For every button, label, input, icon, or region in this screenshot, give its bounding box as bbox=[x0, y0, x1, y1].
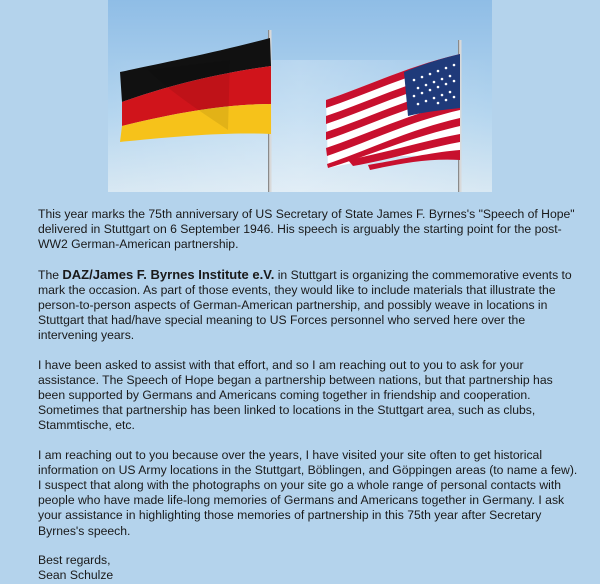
paragraph-reason: I am reaching out to you because over the years, I have visited your site often to get historical information on US Army locations in the Stuttgart, Böblingen, and Göppingen areas (to name a few). I suspect that along with the photographs on your site go a whole range of personal contacts with people who have made life-long memories of Germans and Americans together in Germany. I ask your assistance in highlighting those memories of partnership in this 75th year after Secretary Byrnes's speech. bbox=[38, 447, 578, 538]
german-and-american-flags-icon bbox=[108, 0, 492, 192]
paragraph-institute bbox=[38, 267, 578, 344]
paragraph-request: I have been asked to assist with that effort, and so I am reaching out to you to ask for your assistance. The Speech of Hope began a partnership between nations, but that partnership has been supported by Germans and Americans coming together in friendship and cooperation. Sometimes that partnership has been linked to locations in the Stuttgart area, such as clubs, Stammtische, etc. bbox=[38, 357, 553, 433]
signature-name: Sean Schulze bbox=[38, 568, 114, 583]
closing: Best regards, bbox=[38, 552, 111, 567]
signature-block bbox=[38, 553, 578, 583]
paragraph-institute-intro: The bbox=[38, 267, 63, 282]
institute-name: DAZ/James F. Byrnes Institute e.V. bbox=[62, 266, 275, 282]
paragraph-anniversary: This year marks the 75th anniversary of US Secretary of State James F. Byrnes's "Speech of Hope" delivered in Stuttgart on 6 September 1946. His speech is arguably the starting point for the post-WW2 German-American partnership. bbox=[38, 207, 575, 252]
letter-body bbox=[38, 207, 578, 583]
paragraph-institute-rest: in Stuttgart is organizing the commemorative events to mark the occasion. As part of those events, they would like to include materials that illustrate the person-to-person aspects of German-American partnership, and possibly weave in locations in Stuttgart that had/have special meaning to US Forces personnel who served here over the intervening years. bbox=[38, 267, 572, 343]
flags-photo bbox=[108, 0, 492, 192]
